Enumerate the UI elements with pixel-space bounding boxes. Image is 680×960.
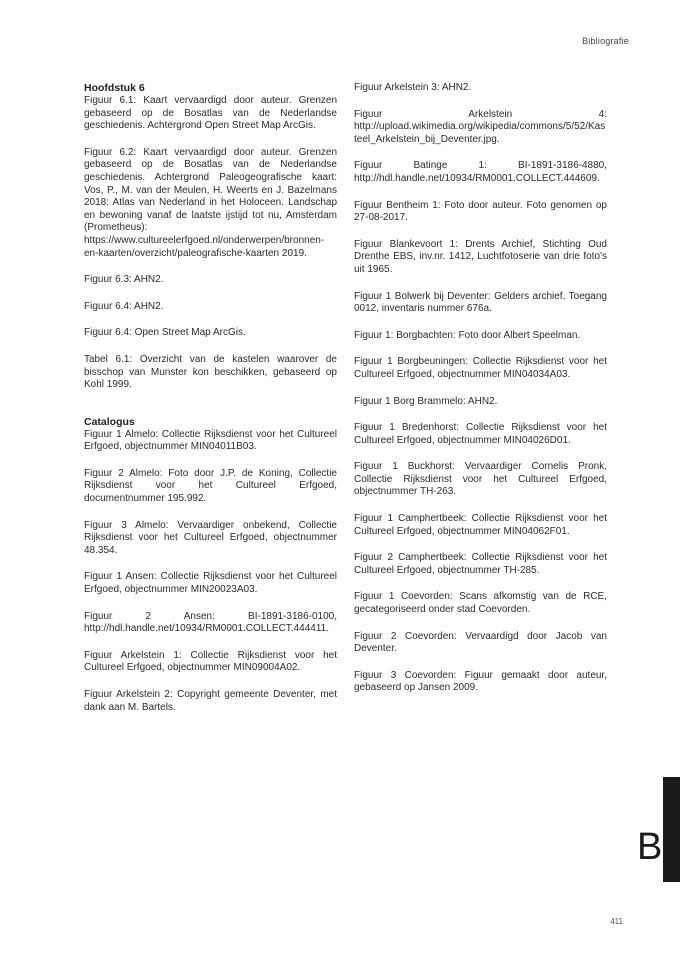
reference-entry: Figuur 6.3: AHN2.: [84, 274, 164, 286]
reference-entry: Figuur 6.4: AHN2.: [84, 300, 164, 312]
reference-entry: Figuur Arkelstein 2: Copyright gemeente Deventer, met dank aan M. Bartels.: [84, 689, 337, 713]
reference-entry: Figuur 3 Coevorden: Figuur gemaakt door auteur, gebaseerd op Jansen 2009.: [354, 669, 607, 694]
reference-entry: Figuur 2 Coevorden: Vervaardigd door Jacob van Deventer.: [354, 630, 607, 655]
reference-entry: Figuur 1 Almelo: Collectie Rijksdienst voor het Cultureel Erfgoed, objectnummer MIN04011B03.: [84, 428, 337, 453]
reference-entry: Figuur 3 Almelo: Vervaardiger onbekend, Collectie Rijksdienst voor het Cultureel Erfgoed, objectnummer 48.354.: [84, 519, 337, 556]
reference-entry: Figuur 1 Buckhorst: Vervaardiger Cornelis Pronk, Collectie Rijksdienst voor het Cultureel Erfgoed, objectnummer TH-263.: [354, 461, 607, 498]
running-header: Bibliografie: [582, 36, 629, 46]
reference-entry: Figuur 6.2: Kaart vervaardigd door auteur. Grenzen gebaseerd op de Bosatlas van de Nederlandse geschiedenis. Achtergrond Paleogeografische kaart: Vos, P., M. van der Meulen, H. Weerts en J. Bazelmans 2018: Atlas van Nederland in het Holoceen. Landschap en bewoning vanaf de laatste ijstijd tot nu, Amsterdam (Prometheus): https://www.cultureelerfgoed.nl/onderwerpen/bronnen-en-kaarten/overzicht/paleografische-kaarten 2019.: [84, 146, 337, 259]
reference-entry: Figuur 1 Ansen: Collectie Rijksdienst voor het Cultureel Erfgoed, objectnummer MIN20023A03.: [84, 571, 337, 596]
reference-entry: Figuur 1 Camphertbeek: Collectie Rijksdienst voor het Cultureel Erfgoed, objectnummer MIN04062F01.: [354, 513, 607, 537]
section-tab-letter: B: [637, 826, 663, 868]
reference-entry: Figuur Arkelstein 3: AHN2.: [354, 82, 472, 93]
section-heading: Hoofdstuk 6: [84, 82, 145, 94]
reference-entry: Figuur 2 Ansen: BI-1891-3186-0100, http://hdl.handle.net/10934/RM0001.COLLECT.444411.: [84, 610, 337, 635]
reference-entry: Figuur 1 Bredenhorst: Collectie Rijksdienst voor het Cultureel Erfgoed, objectnummer MIN04026D01.: [354, 422, 607, 446]
reference-entry: Figuur 1: Borgbachten: Foto door Albert Speelman.: [354, 329, 581, 341]
section-tab-bar: [663, 777, 680, 882]
reference-entry: Figuur 2 Camphertbeek: Collectie Rijksdienst voor het Cultureel Erfgoed, objectnummer TH-285.: [354, 552, 607, 576]
section-heading: Catalogus: [84, 415, 135, 428]
reference-entry: Tabel 6.1: Overzicht van de kastelen waarover de bisschop van Munster kon beschikken, gebaseerd op Kohl 1999.: [84, 353, 337, 391]
left-column: [84, 82, 337, 728]
reference-entry: Figuur Arkelstein 4: http://upload.wikimedia.org/wikipedia/commons/5/52/Kasteel_Arkelstein_bij_Deventer.jpg.: [354, 108, 607, 145]
reference-entry: Figuur 1 Coevorden: Scans afkomstig van de RCE, gecategoriseerd onder stad Coevorden.: [354, 591, 607, 616]
reference-entry: Figuur Blankevoort 1: Drents Archief, Stichting Oud Drenthe EBS, inv.nr. 1412, Luchtfotoserie van drie foto's uit 1965.: [354, 238, 607, 275]
right-column: [354, 82, 607, 709]
reference-entry: Figuur 6.1: Kaart vervaardigd door auteur. Grenzen gebaseerd op de Bosatlas van de Nederlandse geschiedenis. Achtergrond Open Street Map ArcGis.: [84, 95, 337, 132]
reference-entry: Figuur 2 Almelo: Foto door J.P. de Koning, Collectie Rijksdienst voor het Cultureel Erfgoed, documentnummer 195.992.: [84, 467, 337, 505]
reference-entry: Figuur Arkelstein 1: Collectie Rijksdienst voor het Cultureel Erfgoed, objectnummer MIN09004A02.: [84, 649, 337, 674]
reference-entry: Figuur 6.4: Open Street Map ArcGis.: [84, 327, 246, 339]
reference-entry: Figuur Batinge 1: BI-1891-3186-4880, http://hdl.handle.net/10934/RM0001.COLLECT.444609.: [354, 160, 607, 184]
reference-entry: Figuur Bentheim 1: Foto door auteur. Foto genomen op 27-08-2017.: [354, 199, 607, 224]
reference-entry: Figuur 1 Borg Brammelo: AHN2.: [354, 395, 498, 407]
reference-entry: Figuur 1 Borgbeuningen: Collectie Rijksdienst voor het Cultureel Erfgoed, objectnummer MIN04034A03.: [354, 356, 607, 380]
reference-entry: Figuur 1 Bolwerk bij Deventer: Gelders archief. Toegang 0012, inventaris nummer 676a.: [354, 290, 607, 315]
page-number: 411: [610, 917, 623, 926]
